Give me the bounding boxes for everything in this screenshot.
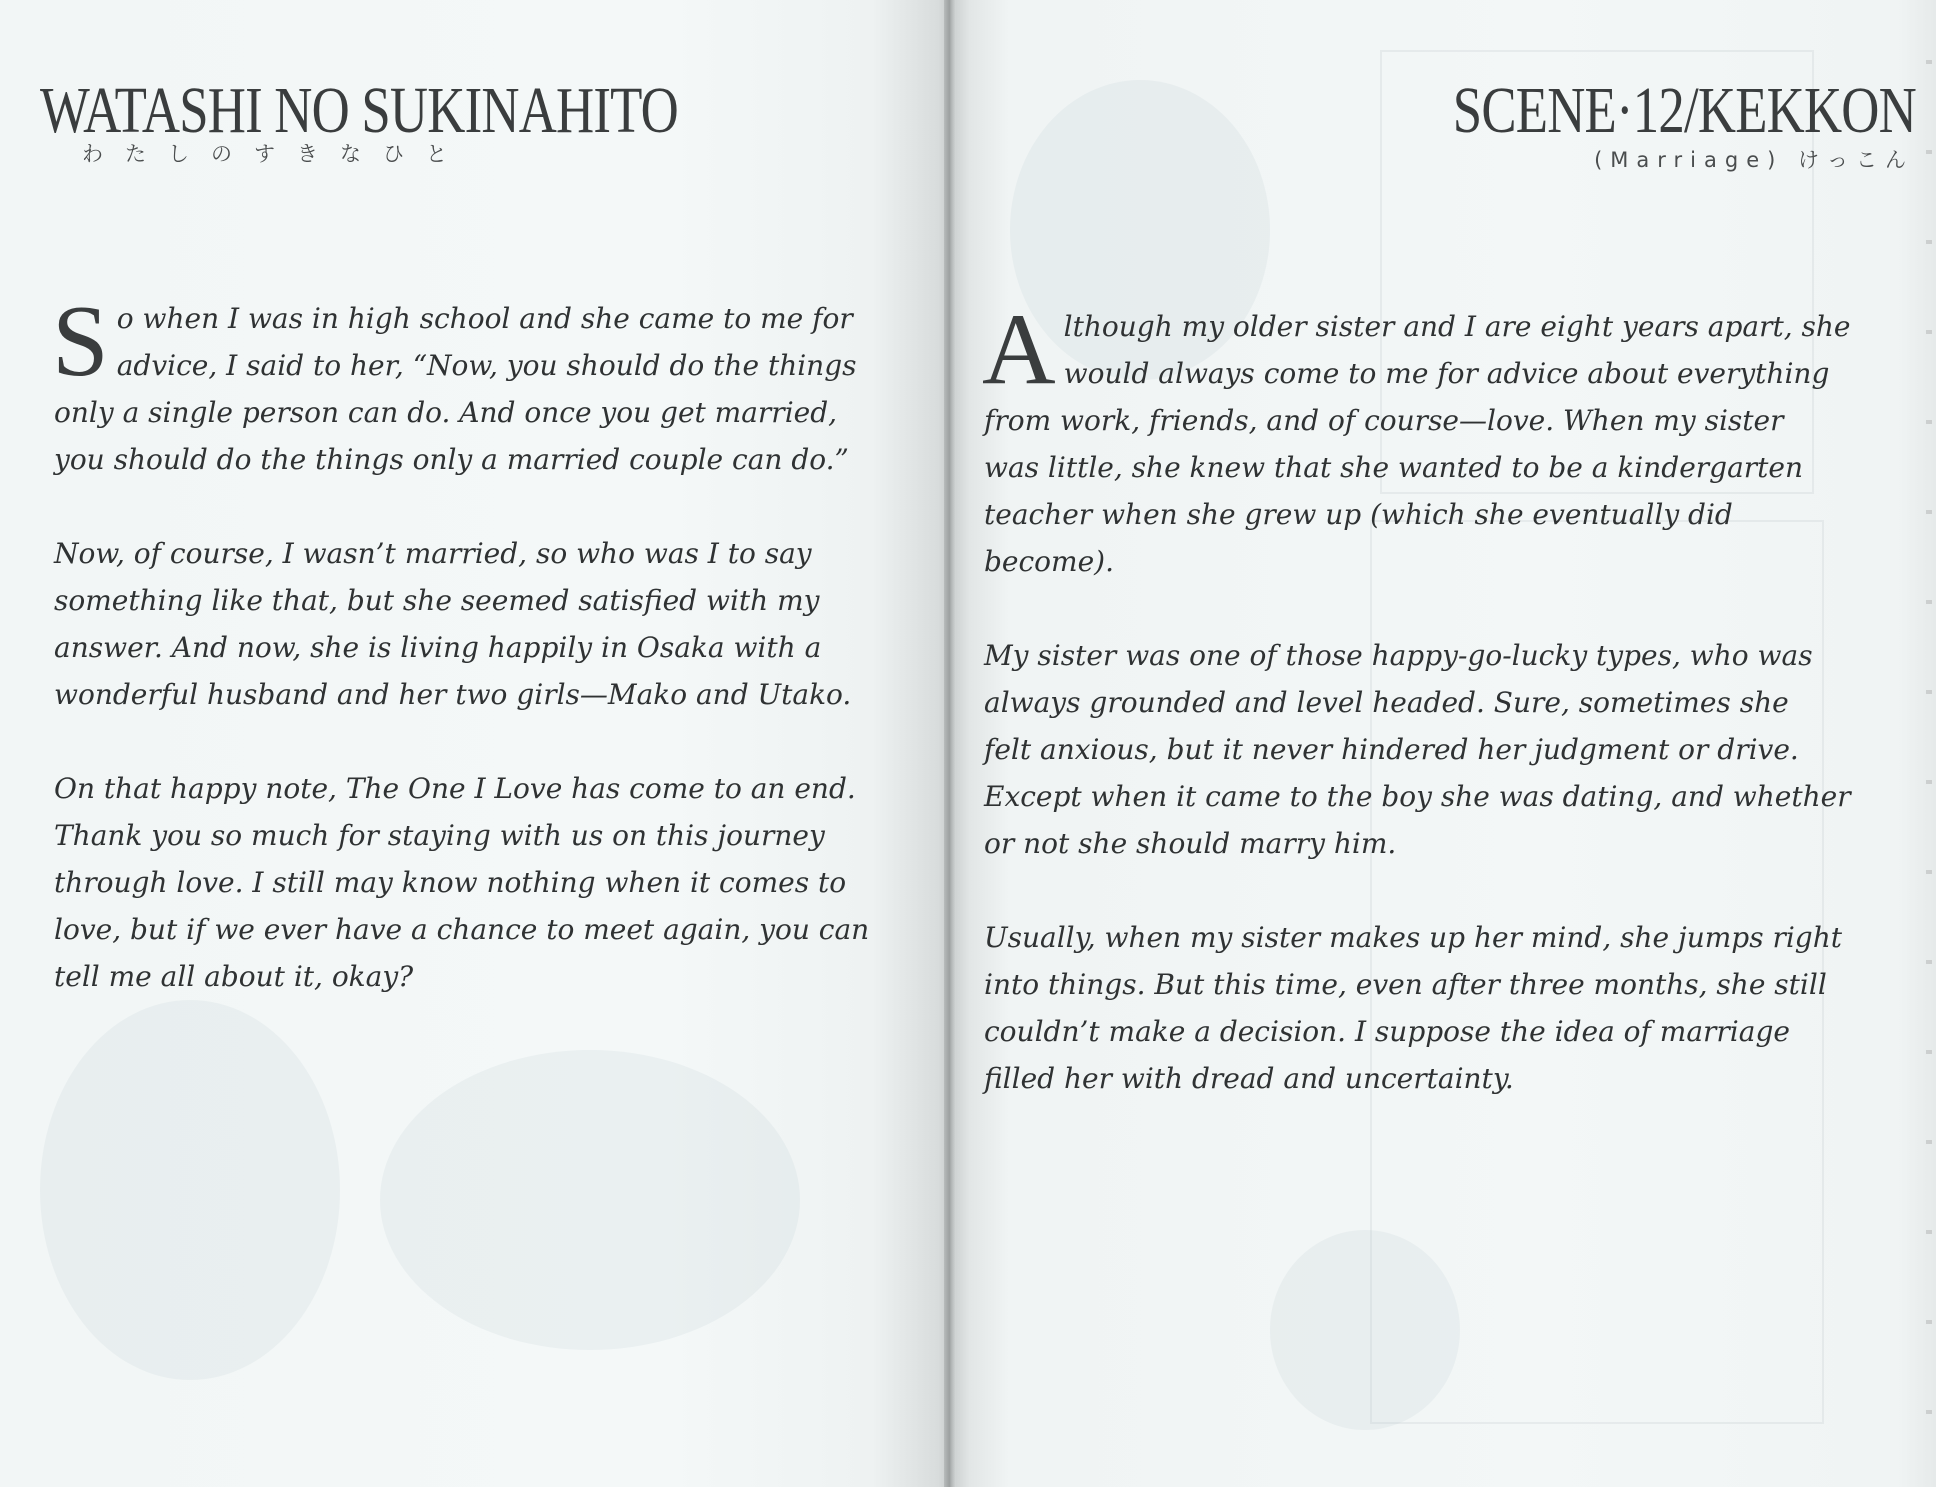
right-page <box>950 0 1936 1487</box>
left-page <box>0 0 948 1487</box>
background-illustration <box>40 1000 340 1380</box>
page-edge <box>1926 20 1932 1460</box>
essay-body <box>54 248 894 1047</box>
page-subtitle: (Marriage) けっこん <box>1594 148 1914 172</box>
paragraph-text: lthough my older sister and I are eight years apart, she would always come to me for advice about everything from work, friends, and of course—love. When my sister was little, she knew that she wanted to be a kindergarten teacher when she grew up (which she eventually did become). <box>984 310 1851 578</box>
drop-cap: A <box>982 293 1056 406</box>
page-subtitle: わたしのすきなひと <box>82 142 469 166</box>
paragraph: My sister was one of those happy-go-lucky types, who was always grounded and level headed. Sure, sometimes she felt anxious, but it never hindered her judgment or drive. Except when it came to the boy she was dating, and whether or not she should marry him. <box>984 639 1851 860</box>
paragraph <box>984 256 1864 585</box>
background-illustration <box>1270 1230 1460 1430</box>
paragraph: On that happy note, The One I Love has come to an end. Thank you so much for staying with us on this journey through love. I still may know nothing when it comes to love, but if we ever have a chance to meet again, you can tell me all about it, okay? <box>54 772 870 993</box>
essay-body <box>984 256 1864 1149</box>
paragraph-text: o when I was in high school and she came to me for advice, I said to her, “Now, you should do the things only a single person can do. And once you get married, you should do the things only a married couple can do.” <box>54 302 857 476</box>
paragraph: Now, of course, I wasn’t married, so who was I to say something like that, but she seemed satisfied with my answer. And now, she is living happily in Osaka with a wonderful husband and her two girls—Mako and Utako. <box>54 537 852 711</box>
paragraph: Usually, when my sister makes up her mind, she jumps right into things. But this time, even after three months, she still couldn’t make a decision. I suppose the idea of marriage filled her with dread and uncertainty. <box>984 921 1843 1095</box>
book-gutter <box>944 0 956 1487</box>
background-illustration <box>380 1050 800 1350</box>
page-title: SCENE·12/KEKKON <box>1452 74 1916 147</box>
drop-cap: S <box>52 285 109 398</box>
page-title: WATASHI NO SUKINAHITO <box>40 74 678 147</box>
paragraph <box>54 248 894 483</box>
